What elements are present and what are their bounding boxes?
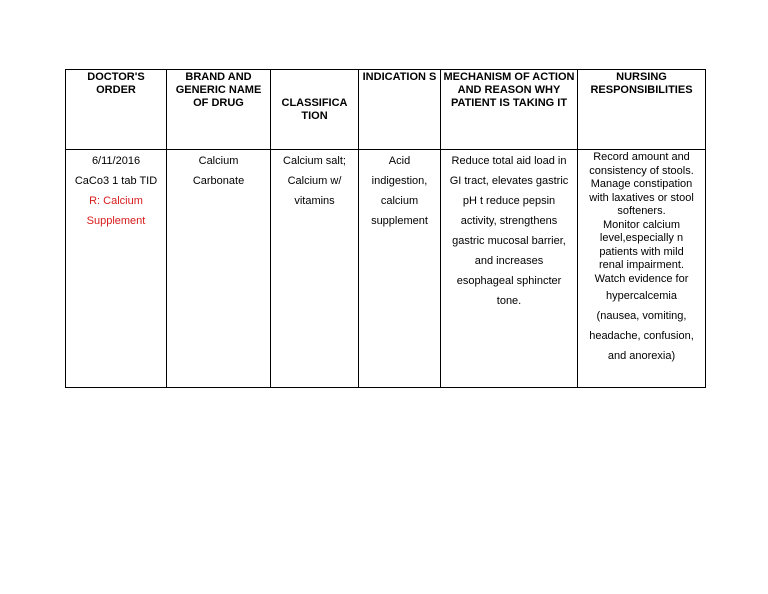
drug-study-table bbox=[65, 69, 706, 388]
brand-line-2: Carbonate bbox=[192, 175, 245, 187]
nursing-line-3: Manage constipation bbox=[590, 178, 693, 190]
cell-mechanism bbox=[441, 150, 578, 388]
mechanism-line-5: gastric mucosal barrier, bbox=[452, 235, 566, 247]
order-text: CaCo3 1 tab TID bbox=[74, 175, 158, 187]
header-nursing: NURSING RESPONSIBILITIES bbox=[578, 70, 706, 150]
indications-line-2: indigestion, bbox=[371, 175, 428, 187]
cell-classification bbox=[271, 150, 359, 388]
nursing-line-6: Monitor calcium bbox=[602, 218, 681, 231]
header-brand-generic: BRAND AND GENERIC NAME OF DRUG bbox=[167, 70, 271, 150]
mechanism-line-8: tone. bbox=[496, 295, 522, 307]
header-doctors-order: DOCTOR'S ORDER bbox=[66, 70, 167, 150]
order-rationale-line-2: Supplement bbox=[86, 215, 146, 227]
nursing-line-12: (nausea, vomiting, bbox=[596, 310, 687, 322]
mechanism-line-1: Reduce total aid load in bbox=[451, 155, 567, 167]
indications-line-4: supplement bbox=[371, 215, 428, 227]
nursing-line-14: and anorexia) bbox=[607, 350, 676, 362]
classification-line-2: Calcium w/ bbox=[287, 175, 342, 187]
cell-brand-generic bbox=[167, 150, 271, 388]
nursing-line-5: softeners. bbox=[617, 205, 666, 217]
nursing-line-7: level,especially n bbox=[599, 232, 684, 244]
header-mechanism: MECHANISM OF ACTION AND REASON WHY PATIENT IS TAKING IT bbox=[441, 70, 578, 150]
indications-line-3: calcium bbox=[380, 195, 419, 207]
header-row bbox=[66, 70, 706, 150]
mechanism-line-3: pH t reduce pepsin bbox=[462, 195, 556, 207]
nursing-line-11: hypercalcemia bbox=[606, 290, 677, 302]
classification-line-1: Calcium salt; bbox=[283, 155, 346, 167]
order-date: 6/11/2016 bbox=[91, 155, 141, 167]
order-rationale-line-1: R: Calcium bbox=[89, 195, 143, 207]
cell-nursing bbox=[578, 150, 706, 388]
cell-doctors-order bbox=[66, 150, 167, 388]
mechanism-line-4: activity, strengthens bbox=[460, 215, 558, 227]
header-indications: INDICATION S bbox=[359, 70, 441, 150]
mechanism-line-7: esophageal sphincter bbox=[456, 275, 562, 287]
mechanism-line-6: and increases bbox=[474, 255, 544, 267]
nursing-line-13: headache, confusion, bbox=[589, 330, 694, 342]
nursing-line-8: patients with mild bbox=[599, 245, 684, 258]
table-row bbox=[66, 150, 706, 388]
classification-line-3: vitamins bbox=[294, 195, 335, 207]
brand-line-1: Calcium bbox=[198, 155, 239, 167]
indications-line-1: Acid bbox=[388, 155, 411, 167]
nursing-line-10: Watch evidence for bbox=[594, 272, 689, 285]
nursing-line-2: consistency of stools. bbox=[589, 164, 694, 177]
mechanism-line-2: GI tract, elevates gastric bbox=[449, 175, 569, 187]
nursing-line-9: renal impairment. bbox=[599, 259, 684, 271]
header-classification: CLASSIFICA TION bbox=[271, 70, 359, 150]
nursing-line-1: Record amount and bbox=[593, 151, 690, 163]
cell-indications bbox=[359, 150, 441, 388]
nursing-line-4: with laxatives or stool bbox=[589, 191, 694, 204]
